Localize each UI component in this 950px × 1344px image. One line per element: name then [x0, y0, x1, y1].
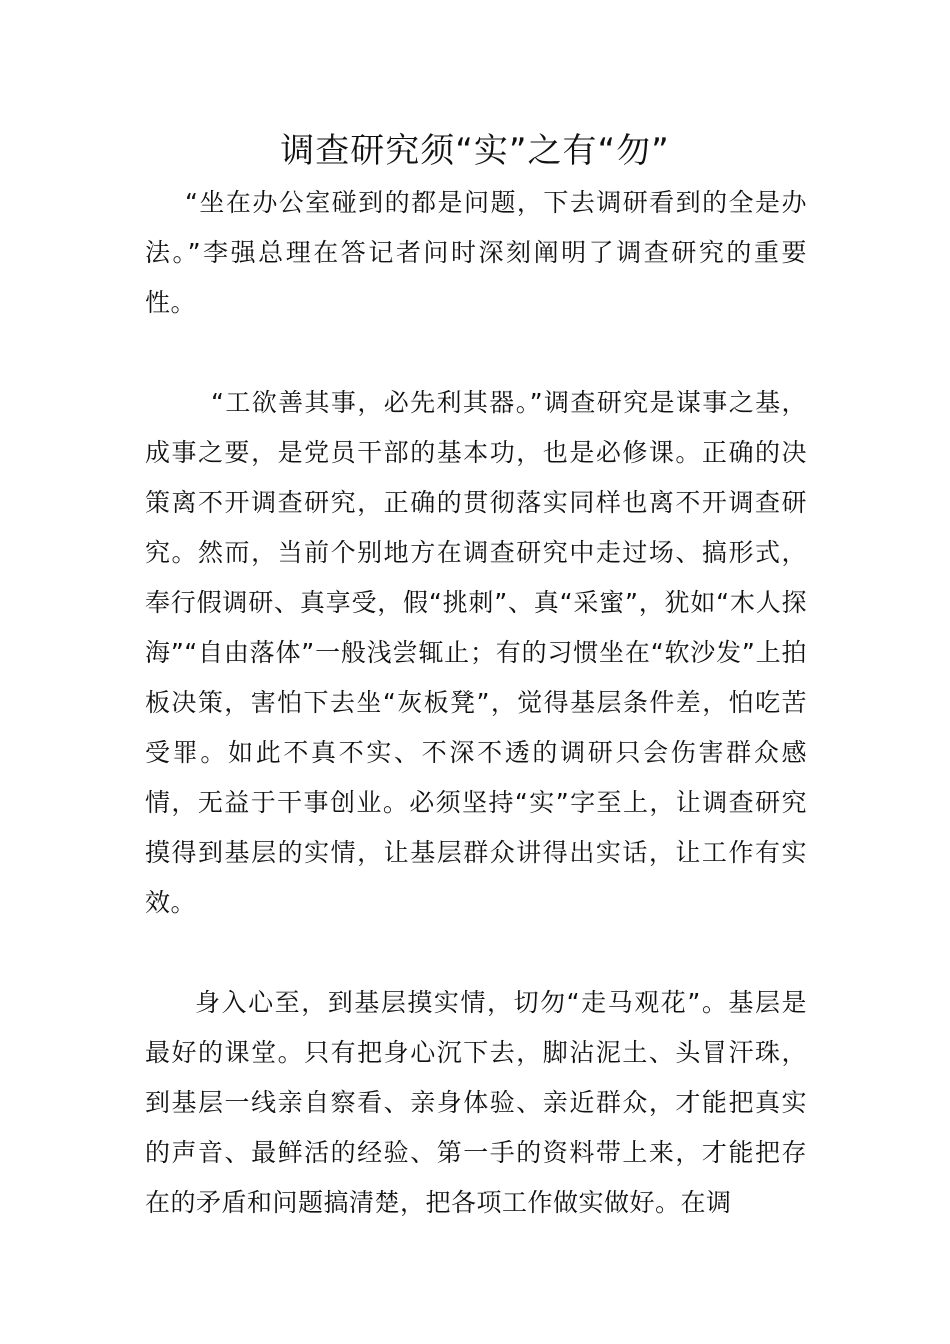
document-body	[145, 178, 807, 1228]
paragraph-3: 身入心至，到基层摸实情，切勿“走马观花”。基层是最好的课堂。只有把身心沉下去，脚沾泥土、头冒汗珠，到基层一线亲自察看、亲身体验、亲近群众，才能把真实的声音、最鲜活的经验、第一手的资料带上来，才能把存在的矛盾和问题搞清楚，把各项工作做实做好。在调	[145, 988, 807, 1217]
paragraph-2: “工欲善其事，必先利其器。”调查研究是谋事之基，成事之要，是党员干部的基本功，也是必修课。正确的决策离不开调查研究，正确的贯彻落实同样也离不开调查研究。然而，当前个别地方在调查研究中走过场、搞形式，奉行假调研、真享受，假“挑刺”、真“采蜜”，犹如“木人探海”“自由落体”一般浅尝辄止；有的习惯坐在“软沙发”上拍板决策，害怕下去坐“灰板凳”，觉得基层条件差，怕吃苦受罪。如此不真不实、不深不透的调研只会伤害群众感情，无益于干事创业。必须坚持“实”字至上，让调查研究摸得到基层的实情，让基层群众讲得出实话，让工作有实效。	[145, 388, 807, 917]
paragraph-1: “坐在办公室碰到的都是问题，下去调研看到的全是办法。”李强总理在答记者问时深刻阐明了调查研究的重要性。	[145, 188, 807, 317]
document-title: 调查研究须“实”之有“勿”	[280, 131, 670, 171]
